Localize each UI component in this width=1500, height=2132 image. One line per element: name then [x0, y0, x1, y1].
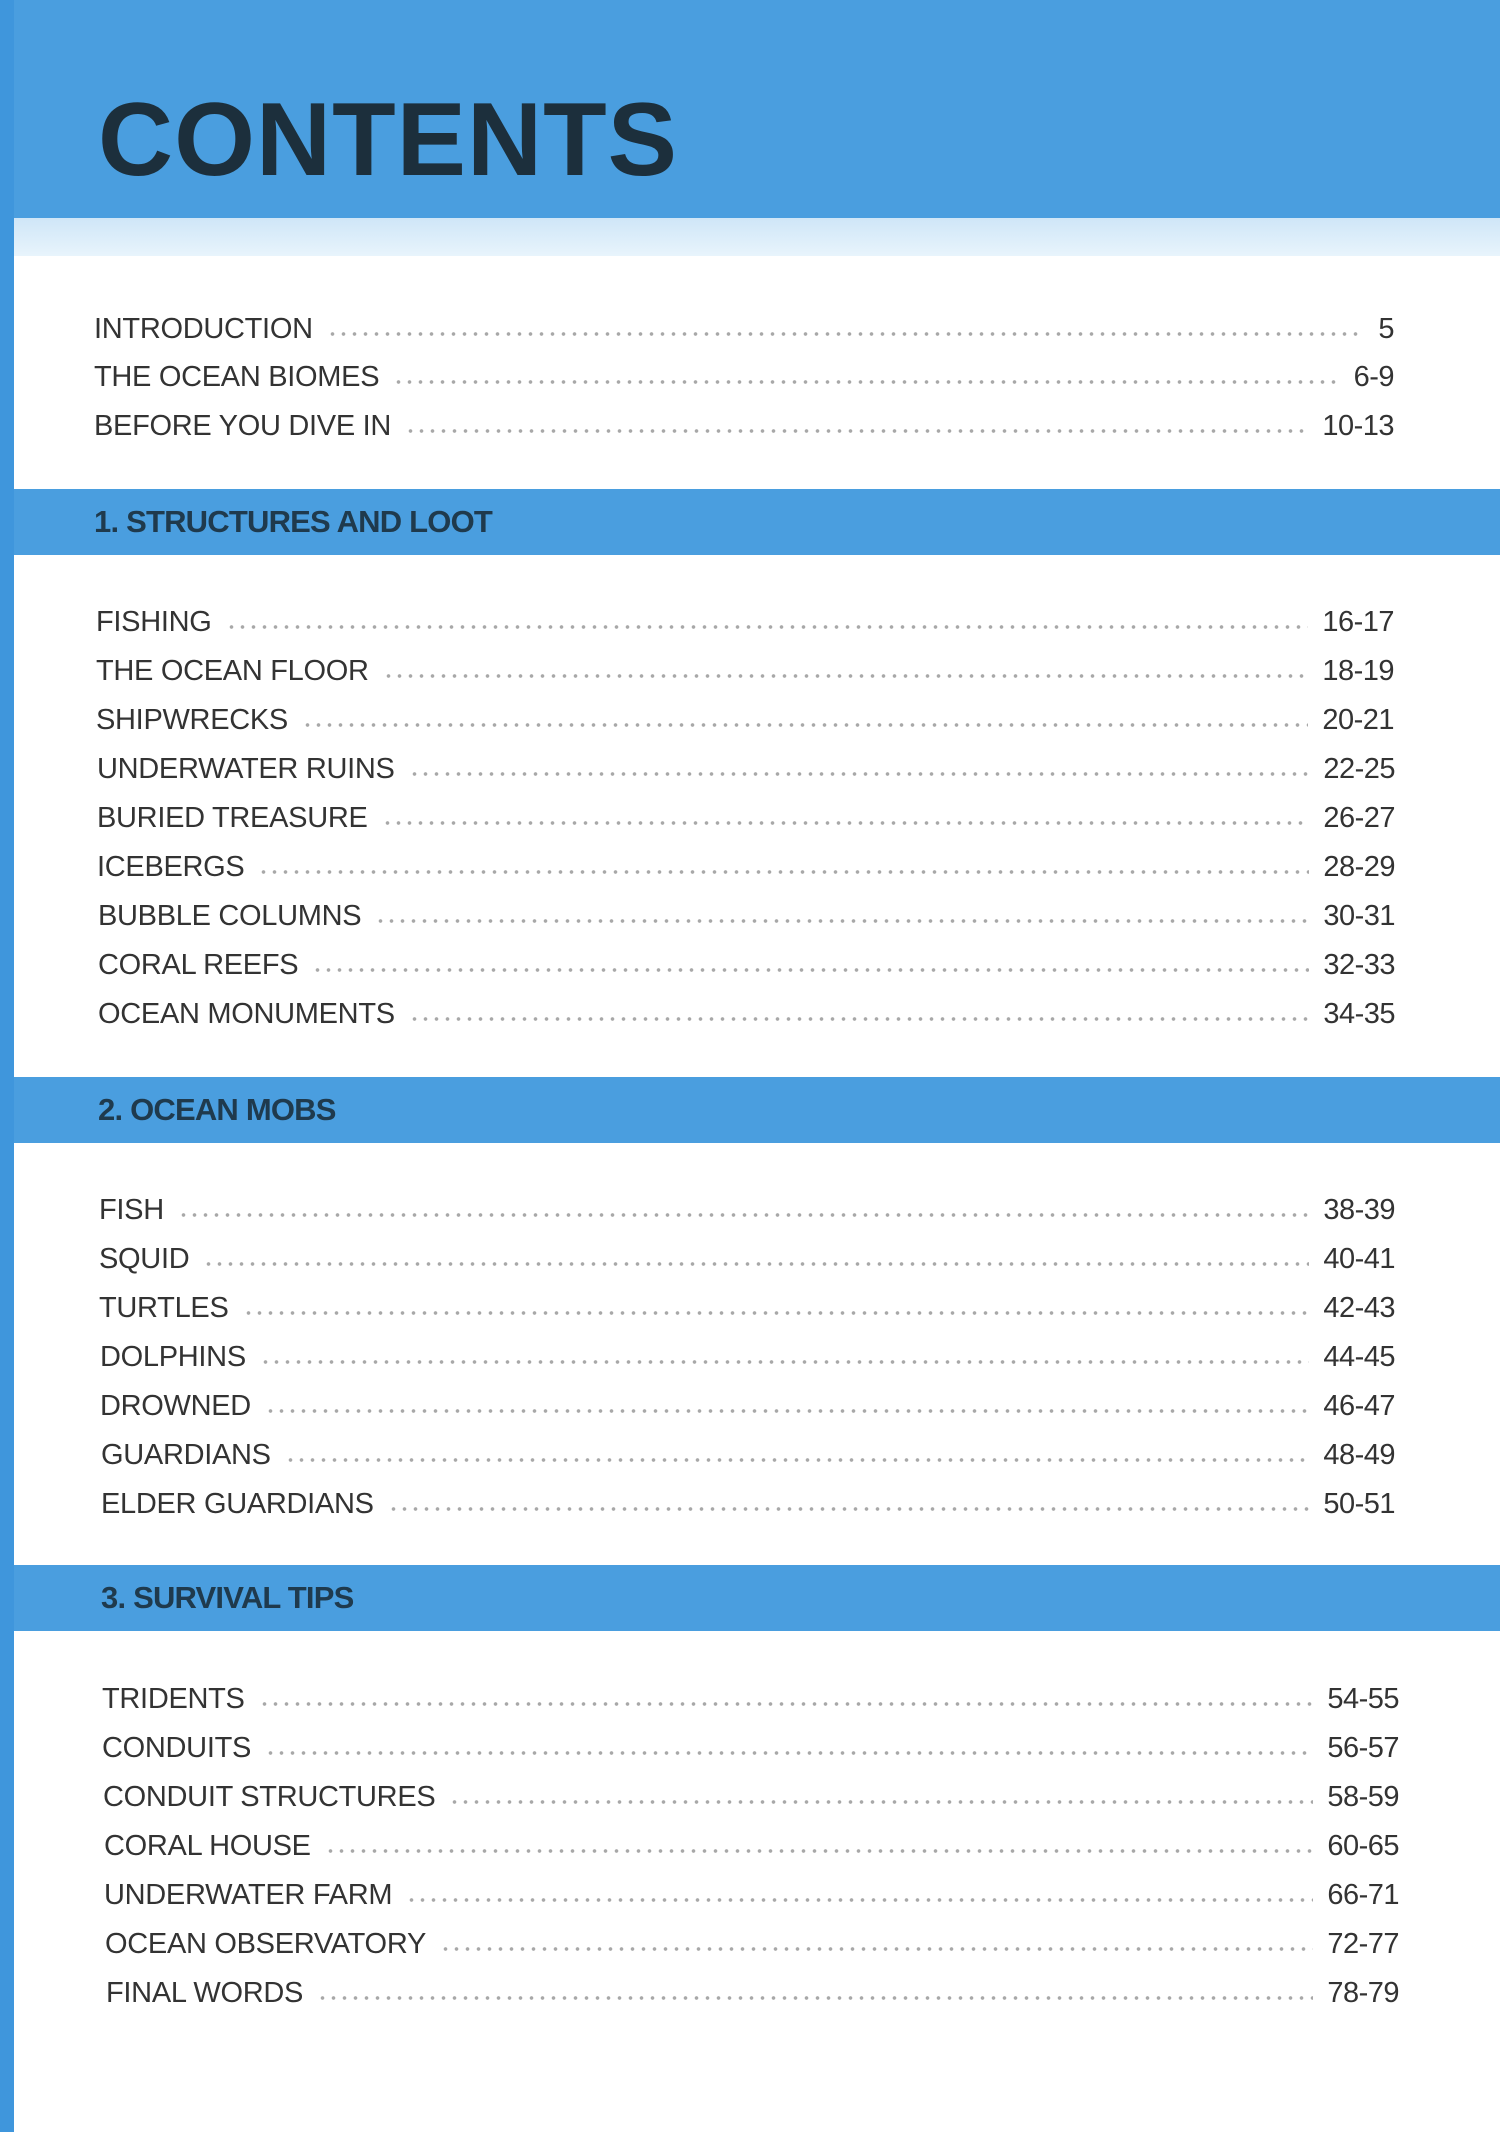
toc-entry-label: BURIED TREASURE: [97, 802, 368, 834]
toc-entry-pages: 66-71: [1327, 1879, 1399, 1911]
dot-leader: [405, 429, 1308, 433]
toc-entry-pages: 5: [1378, 313, 1394, 345]
toc-entry-label: ICEBERGS: [97, 851, 245, 883]
toc-entry-label: OCEAN MONUMENTS: [98, 998, 395, 1030]
toc-entry: [98, 896, 1395, 936]
dot-leader: [265, 1409, 1309, 1413]
dot-leader: [203, 1262, 1309, 1266]
dot-leader: [375, 919, 1309, 923]
toc-entry: [99, 1288, 1395, 1328]
dot-leader: [382, 821, 1310, 825]
section-title: 3. SURVIVAL TIPS: [101, 1580, 354, 1615]
toc-entry-pages: 18-19: [1322, 655, 1394, 687]
toc-entry: [97, 847, 1395, 887]
dot-leader: [409, 772, 1310, 776]
toc-entry: [98, 945, 1395, 985]
toc-entry-label: CONDUITS: [102, 1732, 252, 1764]
toc-entry-pages: 6-9: [1353, 361, 1394, 393]
toc-entry: [106, 1973, 1399, 2013]
dot-leader: [312, 968, 1309, 972]
toc-entry-pages: 60-65: [1327, 1830, 1399, 1862]
toc-entry-label: FISHING: [96, 606, 212, 638]
dot-leader: [226, 625, 1309, 629]
toc-entry-pages: 34-35: [1323, 998, 1395, 1030]
toc-entry: [99, 1239, 1395, 1279]
toc-entry-pages: 10-13: [1322, 410, 1394, 442]
toc-entry-pages: 50-51: [1323, 1488, 1395, 1520]
toc-entry-label: CORAL REEFS: [98, 949, 299, 981]
toc-entry: [96, 651, 1394, 691]
toc-entry-pages: 20-21: [1322, 704, 1394, 736]
toc-entry: [103, 1777, 1399, 1817]
toc-entry-pages: 16-17: [1322, 606, 1394, 638]
toc-entry: [105, 1924, 1399, 1964]
toc-entry: [102, 1679, 1399, 1719]
toc-entry: [104, 1875, 1399, 1915]
dot-leader: [393, 380, 1339, 384]
dot-leader: [178, 1213, 1309, 1217]
section-title: 1. STRUCTURES AND LOOT: [94, 504, 493, 539]
toc-entry-label: TRIDENTS: [102, 1683, 245, 1715]
toc-entry-label: DOLPHINS: [100, 1341, 246, 1373]
header-fade: [14, 218, 1500, 256]
dot-leader: [449, 1800, 1313, 1804]
dot-leader: [243, 1311, 1310, 1315]
dot-leader: [317, 1996, 1313, 2000]
toc-entry-pages: 54-55: [1327, 1683, 1399, 1715]
toc-entry: [101, 1484, 1395, 1524]
left-blue-strip: [0, 0, 14, 2132]
toc-entry-pages: 28-29: [1323, 851, 1395, 883]
toc-entry-label: UNDERWATER FARM: [104, 1879, 393, 1911]
toc-entry: [104, 1826, 1399, 1866]
toc-entry: [96, 602, 1394, 642]
toc-entry-pages: 40-41: [1323, 1243, 1395, 1275]
toc-entry-pages: 44-45: [1323, 1341, 1395, 1373]
toc-entry-label: THE OCEAN FLOOR: [96, 655, 369, 687]
toc-entry-pages: 22-25: [1323, 753, 1395, 785]
toc-entry-label: OCEAN OBSERVATORY: [105, 1928, 426, 1960]
page-title: CONTENTS: [98, 82, 678, 198]
toc-entry: [98, 994, 1395, 1034]
dot-leader: [388, 1507, 1310, 1511]
toc-entry-pages: 72-77: [1327, 1928, 1399, 1960]
toc-entry: [96, 700, 1394, 740]
toc-entry-pages: 48-49: [1323, 1439, 1395, 1471]
toc-entry: [94, 309, 1394, 349]
toc-entry-pages: 58-59: [1327, 1781, 1399, 1813]
toc-entry-label: CORAL HOUSE: [104, 1830, 311, 1862]
section-title: 2. OCEAN MOBS: [98, 1092, 336, 1127]
toc-entry: [97, 798, 1395, 838]
toc-entry-label: FINAL WORDS: [106, 1977, 304, 2009]
toc-entry: [99, 1190, 1395, 1230]
toc-entry-pages: 78-79: [1327, 1977, 1399, 2009]
toc-entry-label: THE OCEAN BIOMES: [94, 361, 380, 393]
toc-entry-label: ELDER GUARDIANS: [101, 1488, 374, 1520]
toc-entry-label: DROWNED: [100, 1390, 251, 1422]
toc-entry: [97, 749, 1395, 789]
toc-entry: [100, 1386, 1395, 1426]
toc-entry-label: BEFORE YOU DIVE IN: [94, 410, 392, 442]
toc-entry-pages: 26-27: [1323, 802, 1395, 834]
toc-entry-label: SHIPWRECKS: [96, 704, 288, 736]
toc-entry-pages: 32-33: [1323, 949, 1395, 981]
dot-leader: [325, 1849, 1314, 1853]
toc-entry-label: INTRODUCTION: [94, 313, 313, 345]
dot-leader: [302, 723, 1308, 727]
dot-leader: [383, 674, 1309, 678]
dot-leader: [440, 1947, 1313, 1951]
toc-entry-pages: 38-39: [1323, 1194, 1395, 1226]
dot-leader: [259, 1702, 1314, 1706]
toc-entry-pages: 46-47: [1323, 1390, 1395, 1422]
toc-entry-pages: 42-43: [1323, 1292, 1395, 1324]
toc-entry-label: SQUID: [99, 1243, 190, 1275]
toc-entry: [94, 357, 1394, 397]
toc-entry: [102, 1728, 1399, 1768]
toc-entry-label: CONDUIT STRUCTURES: [103, 1781, 436, 1813]
toc-entry-label: FISH: [99, 1194, 164, 1226]
toc-entry-label: BUBBLE COLUMNS: [98, 900, 362, 932]
dot-leader: [327, 332, 1365, 336]
toc-entry: [101, 1435, 1395, 1475]
dot-leader: [409, 1017, 1310, 1021]
toc-entry-label: TURTLES: [99, 1292, 229, 1324]
toc-entry: [100, 1337, 1395, 1377]
dot-leader: [265, 1751, 1313, 1755]
dot-leader: [406, 1898, 1313, 1902]
toc-entry: [94, 406, 1394, 446]
toc-entry-pages: 56-57: [1327, 1732, 1399, 1764]
toc-entry-pages: 30-31: [1323, 900, 1395, 932]
dot-leader: [260, 1360, 1309, 1364]
dot-leader: [258, 870, 1309, 874]
toc-entry-label: GUARDIANS: [101, 1439, 271, 1471]
dot-leader: [285, 1458, 1310, 1462]
toc-entry-label: UNDERWATER RUINS: [97, 753, 395, 785]
